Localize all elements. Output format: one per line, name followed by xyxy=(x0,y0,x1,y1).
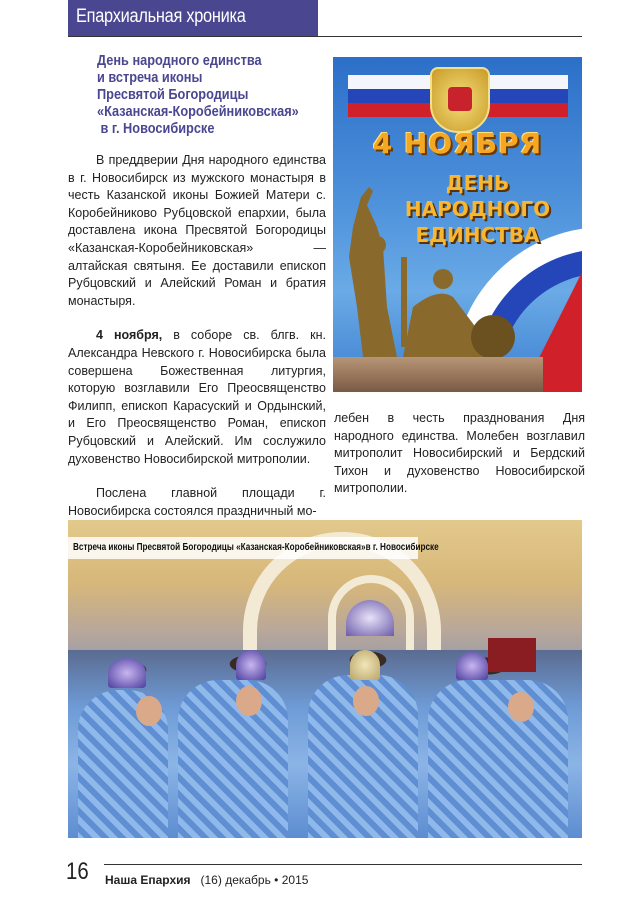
footer-publication xyxy=(105,873,308,887)
statue-pedestal xyxy=(333,357,543,392)
article-column-left xyxy=(68,152,326,520)
paragraph-2-text: в соборе св. блгв. кн. Александра Невского г. Новосибирска была совершена Божественная литургия, которую возглавили Его Преосвященство Филипп, епископ Карасуский и Ордынский, и Его Преосвященство Роман, епископ Рубцовский и Алейский. Им сослужило духовенство Новосибирской митрополии. xyxy=(68,328,326,466)
clergy-crowd xyxy=(68,650,582,838)
article-title-line: Пресвятой Богородицы xyxy=(97,87,249,103)
page-number: 16 xyxy=(66,858,89,885)
unity-day-poster xyxy=(333,57,582,392)
article-title-line: в г. Новосибирске xyxy=(97,121,215,137)
paragraph-2 xyxy=(68,327,326,468)
minin-pozharsky-statue-icon xyxy=(343,187,518,367)
paragraph-1: В преддверии Дня народного единства в г. Новосибирск из мужского монастыря в честь Казанской иконы Божией Матери с. Коробейниково Рубцовской епархии, была доставлена икона Пресвятой Богородицы «Казанская-Коробейниковская» — алтайская святыня. Ее доставили епископ Рубцовский и Алейский Роман и братия монастыря. xyxy=(68,153,326,308)
poster-line: ЕДИНСТВА xyxy=(415,223,540,247)
poster-date: 4 НОЯБРЯ xyxy=(372,127,543,160)
paragraph-2-date: 4 ноября, xyxy=(96,328,163,343)
article-column-right xyxy=(334,410,585,498)
header-divider xyxy=(68,36,582,37)
section-title: Епархиальная хроника xyxy=(76,6,246,27)
footer-divider xyxy=(104,864,582,865)
magazine-name: Наша Епархия xyxy=(105,873,191,887)
coat-of-arms-icon xyxy=(430,67,490,133)
article-title-line: «Казанская-Коробейниковская» xyxy=(97,104,299,120)
article-title-line: и встреча иконы xyxy=(97,70,203,86)
poster-line: НАРОДНОГО xyxy=(404,197,551,221)
paragraph-3: Послена главной площади г. Новосибирска состоялся праздничный мо- xyxy=(68,486,326,518)
paragraph-3-continued: лебен в честь празднования Дня народного единства. Молебен возглавил митрополит Новосибирский и Бердский Тихон и духовенство Новосибирской митрополии. xyxy=(334,411,585,496)
issue-info: (16) декабрь • 2015 xyxy=(200,873,309,887)
poster-line: ДЕНЬ xyxy=(445,171,510,195)
article-title xyxy=(97,53,299,138)
photo-caption: Встреча иконы Пресвятой Богородицы «Казанская-Коробейниковская»в г. Новосибирске xyxy=(73,541,439,553)
cathedral-photo xyxy=(68,520,582,838)
article-title-line: День народного единства xyxy=(97,53,262,69)
